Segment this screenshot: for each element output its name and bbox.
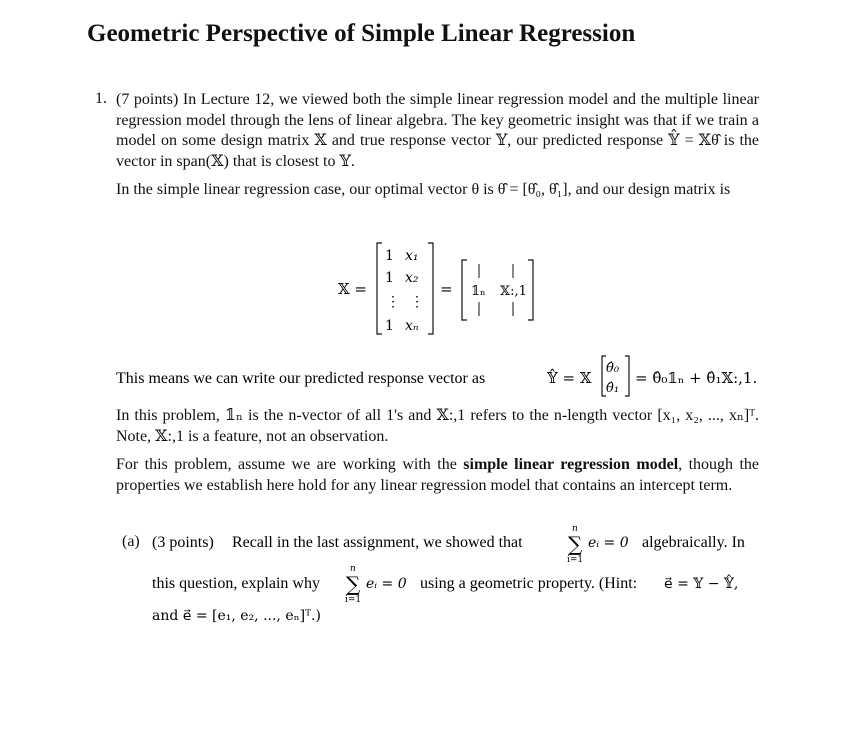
assume-bold: simple linear regression model [463,456,679,473]
hint-residual: e⃗ = 𝕐 − 𝕐̂, [664,576,739,592]
matrix-cell: 1 [385,270,394,286]
part-a-line2-post: using a geometric property. (Hint: [420,575,638,592]
problem-intro [116,90,759,172]
problem-number: 1. [95,90,107,107]
problem-intro-text: In Lecture 12, we viewed both the simple linear regression model and the multiple linear regression model through the lens of linear algebra. The key geometric insight was that if we train a model on some design matrix 𝕏 and true response vector 𝕐, our predicted response 𝕐̂ = 𝕏θ̂ is the vector in span(𝕏) that is closest to 𝕐. [116,91,760,170]
predicted-response-equation [116,352,759,402]
matrix-cell: 1 [385,318,394,334]
means-text: This means we can write our predicted response vector as [116,370,486,387]
means-eq-lhs: 𝕐̂ = 𝕏 [547,369,592,387]
matrix-left-bracket-open [377,243,382,334]
matrix-right-bracket-open [462,260,467,320]
design-matrix-equation [330,238,550,338]
sum-expr: eᵢ = 0 [366,576,407,592]
matrix-cell: ⋮ [410,294,424,310]
matrix-left-bracket-close [428,243,433,334]
part-a-line1-pre: Recall in the last assignment, we showed that [232,534,523,551]
part-a-body [152,520,762,630]
assume-pre: For this problem, assume we are working with the [116,456,457,473]
part-a-line1-post: algebraically. In [642,534,745,551]
matrix-cell: xₙ [405,318,419,334]
sum-expr: eᵢ = 0 [588,535,629,551]
sum-symbol: ∑ [568,532,583,556]
part-a-line2-pre: this question, explain why [152,575,320,592]
theta-bracket-close [625,356,629,396]
part-a-label: (a) [122,533,140,550]
problem-points: (7 points) [116,91,179,108]
matrix-cell: ⋮ [386,294,400,310]
sum-symbol: ∑ [346,572,361,596]
sum-upper: n [572,524,578,534]
hint-residual-vector: and e⃗ = [e₁, e₂, ..., eₙ]ᵀ.) [152,608,321,624]
sum-upper: n [350,564,356,574]
theta-1: θ̂₁ [606,381,620,396]
means-eq-rhs: = θ̂₀𝟙ₙ + θ̂₁𝕏:,1. [635,369,758,387]
matrix-cell: x₁ [405,248,419,264]
theta-0: θ̂₀ [606,361,620,376]
equals-sign: = [440,280,453,298]
column-feature: 𝕏:,1 [500,284,527,299]
matrix-lhs: 𝕏 = [338,280,367,298]
part-a-points: (3 points) [152,534,214,551]
definitions-text: In this problem, 𝟙ₙ is the n-vector of all 1's and 𝕏:,1 refers to the n-length vector [x₁, x₂, ..., xₙ]ᵀ. Note, 𝕏:,1 is a feature, not an observation. [116,407,759,445]
matrix-cell: 1 [385,248,394,264]
sum-lower: i=1 [567,555,584,565]
matrix-right-bracket-close [528,260,533,320]
assumption-text [116,455,759,496]
sum-lower: i=1 [345,595,362,605]
matrix-cell: x₂ [405,270,419,286]
page-title: Geometric Perspective of Simple Linear Regression [87,20,636,47]
column-ones: 𝟙ₙ [471,284,486,299]
assume-post: , though the properties we establish here hold for any linear regression model that contains an intercept term. [116,456,760,494]
optimal-vector-text: In the simple linear regression case, our optimal vector θ is θ̂ = [θ̂₀, θ̂₁], and our design matrix is [116,181,731,198]
